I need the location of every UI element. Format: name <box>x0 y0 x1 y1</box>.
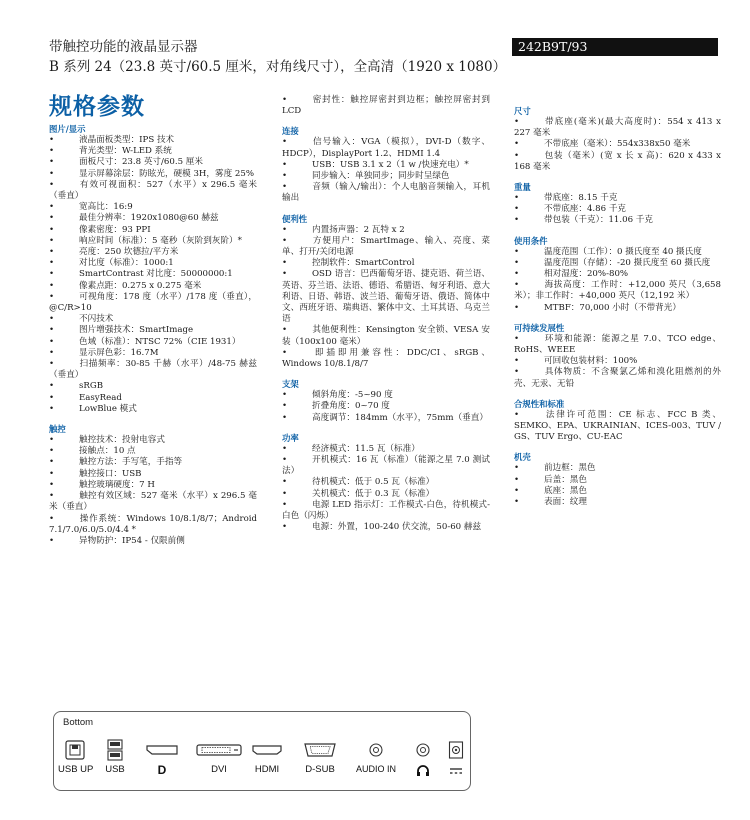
spec-item-text: 音频（输入/输出）：个人电脑音频输入，耳机输出 <box>282 182 490 204</box>
spec-item <box>49 337 257 348</box>
bullet-icon: • <box>282 499 288 510</box>
spec-item <box>49 314 257 325</box>
spec-item <box>282 258 490 269</box>
port-usb <box>98 739 132 787</box>
bullet-icon: • <box>514 356 520 367</box>
spec-item-text: USB：USB 3.1 x 2（1 w /快速充电）* <box>312 159 469 170</box>
spec-item-text: 折叠角度：0~70 度 <box>312 401 390 412</box>
spec-item-text: 开机模式：16 瓦（标准）（能源之星 7.0 测试法） <box>282 455 490 477</box>
spec-item <box>49 514 257 536</box>
port-usb-up <box>58 739 92 787</box>
bullet-icon: • <box>49 446 55 457</box>
bullet-icon: • <box>49 392 55 403</box>
spec-item-text: 信号输入：VGA（模拟），DVI-D（数字、HDCP），DisplayPort 1.2、HDMI 1.4 <box>282 137 490 159</box>
spec-item-text: 有效可视面积：527（水平）x 296.5 毫米（垂直） <box>49 179 257 202</box>
spec-item <box>514 151 721 173</box>
spec-list <box>282 225 490 371</box>
bullet-icon: • <box>49 157 55 168</box>
headphone-icon <box>416 765 430 777</box>
spec-item <box>282 413 490 424</box>
section-title: 连接 <box>282 126 299 137</box>
bullet-icon: • <box>514 497 520 508</box>
spec-section <box>282 95 490 117</box>
spec-item <box>49 258 257 269</box>
model-number: 242B9T/93 <box>518 39 588 54</box>
usb-icon <box>104 739 126 761</box>
spec-item-text: 触控有效区域：527 毫米（水平）x 296.5 毫米（垂直） <box>49 491 257 513</box>
bullet-icon: • <box>282 182 288 193</box>
spec-list <box>514 247 721 314</box>
spec-item <box>49 269 257 280</box>
spec-item <box>282 500 490 522</box>
port-label-dsub: D-SUB <box>305 764 335 775</box>
spec-section <box>514 452 721 508</box>
spec-item <box>49 348 257 359</box>
spec-list <box>514 463 721 508</box>
spec-section <box>514 106 721 173</box>
bullet-icon: • <box>282 443 288 454</box>
bullet-icon: • <box>514 246 520 257</box>
bullet-icon: • <box>49 168 55 179</box>
spec-item-text: 图片增强技术：SmartImage <box>79 325 194 336</box>
spec-item <box>49 213 257 224</box>
spec-section <box>514 182 721 227</box>
bullet-icon: • <box>49 468 55 479</box>
spec-item <box>282 390 490 401</box>
bullet-icon: • <box>514 474 520 485</box>
port-label-usb: USB <box>105 764 125 775</box>
section-title: 重量 <box>514 182 531 193</box>
bullet-icon: • <box>49 280 55 291</box>
bullet-icon: • <box>282 325 288 336</box>
bullet-icon: • <box>49 479 55 490</box>
usb-up-icon <box>64 739 86 761</box>
spec-item-text: 显示屏色彩：16.7M <box>79 347 159 358</box>
spec-item <box>514 193 721 204</box>
section-title: 合规性和标准 <box>514 398 565 409</box>
port-dsub <box>292 739 348 787</box>
bullet-icon: • <box>282 224 288 235</box>
bullet-icon: • <box>49 513 55 524</box>
spec-item-text: 对比度（标准）：1000:1 <box>79 258 174 269</box>
spec-item <box>49 404 257 415</box>
bullet-icon: • <box>49 291 55 302</box>
bullet-icon: • <box>282 269 288 280</box>
spec-item <box>514 258 721 269</box>
spec-item-text: 操作系统：Windows 10/8.1/8/7；Android 7.1/7.0/6.0/5.0/4.4 * <box>49 513 257 535</box>
bullet-icon: • <box>49 381 55 392</box>
port-audio-in <box>354 739 398 787</box>
bullet-icon: • <box>49 235 55 246</box>
spec-item <box>49 292 257 314</box>
bullet-icon: • <box>49 325 55 336</box>
spec-item <box>282 236 490 258</box>
spec-item-text: SmartContrast 对比度：50000000:1 <box>79 269 233 280</box>
spec-item <box>49 135 257 146</box>
spec-item <box>49 491 257 513</box>
spec-item-text: 最佳分辨率：1920x1080@60 赫兹 <box>79 213 219 224</box>
bullet-icon: • <box>282 522 288 533</box>
spec-item-text: 控制软件：SmartControl <box>312 258 415 269</box>
spec-item <box>514 204 721 215</box>
bullet-icon: • <box>49 247 55 258</box>
bullet-icon: • <box>514 215 520 226</box>
spec-item-text: 相对湿度：20%-80% <box>544 269 629 280</box>
port-label-displayport: D <box>157 763 167 777</box>
spec-item-text: 前边框：黑色 <box>544 463 596 474</box>
spec-item-text: 触控玻璃硬度：7 H <box>79 479 155 490</box>
spec-item <box>49 169 257 180</box>
spec-item <box>282 95 490 117</box>
bullet-icon: • <box>49 258 55 269</box>
spec-item <box>282 160 490 171</box>
spec-list <box>514 334 721 390</box>
spec-item <box>49 359 257 381</box>
bullet-icon: • <box>49 359 55 370</box>
spec-item <box>282 269 490 325</box>
spec-item <box>514 117 721 139</box>
spec-item-text: 带底座(毫米)(最大高度时)：554 x 413 x 227 毫米 <box>514 117 721 139</box>
spec-item <box>49 435 257 446</box>
spec-item <box>282 325 490 347</box>
spec-item <box>49 536 257 547</box>
spec-item <box>49 469 257 480</box>
spec-item <box>49 247 257 258</box>
spec-item-text: 后盖：黑色 <box>544 474 587 485</box>
spec-item-text: 经济模式：11.5 瓦（标准） <box>312 443 420 454</box>
bullet-icon: • <box>49 179 55 190</box>
spec-list <box>49 135 257 415</box>
spec-item-text: 包装（毫米）(宽 x 长 x 高)：620 x 433 x 168 毫米 <box>514 150 721 172</box>
bullet-icon: • <box>282 235 288 246</box>
spec-item <box>282 137 490 159</box>
bullet-icon: • <box>49 202 55 213</box>
bullet-icon: • <box>49 336 55 347</box>
spec-item-text: 温度范围（存储）：-20 摄氏度至 60 摄氏度 <box>544 257 711 268</box>
section-title: 图片/显示 <box>49 124 86 134</box>
bullet-icon: • <box>514 409 520 420</box>
spec-item-text: 带包装（千克）：11.06 千克 <box>544 215 653 226</box>
spec-item-text: 表面：纹理 <box>544 497 587 508</box>
bullet-icon: • <box>49 269 55 280</box>
audio-in-icon <box>365 739 387 761</box>
spec-item <box>514 139 721 150</box>
section-title: 便利性 <box>282 213 308 224</box>
spec-heading: 规格参数 <box>49 93 145 120</box>
headphone-jack-icon <box>412 739 434 761</box>
spec-item <box>514 303 721 314</box>
spec-item-text: 其他便利性：Kensington 安全锁、VESA 安装（100x100 毫米） <box>282 325 490 347</box>
bullet-icon: • <box>49 213 55 224</box>
spec-item-text: 电源 LED 指示灯：工作模式-白色，待机模式-白色（闪烁） <box>282 499 490 522</box>
spec-item-text: 底座：黑色 <box>544 485 587 496</box>
spec-item-text: 液晶面板类型：IPS 技术 <box>79 135 175 145</box>
spec-item-text: 电源：外置，100-240 伏交流，50-60 赫兹 <box>312 522 482 533</box>
section-title: 功率 <box>282 432 299 443</box>
spec-item <box>49 480 257 491</box>
bullet-icon: • <box>514 150 520 161</box>
bullet-icon: • <box>282 258 288 269</box>
port-headphone <box>408 739 438 787</box>
port-dc-power <box>444 739 468 787</box>
spec-item <box>282 489 490 500</box>
spec-item <box>49 146 257 157</box>
bullet-icon: • <box>49 314 55 325</box>
port-label-hdmi: HDMI <box>254 764 280 775</box>
spec-item-text: 触控接口：USB <box>79 468 142 479</box>
spec-item-text: 海拔高度：工作时：+12,000 英尺（3,658 米）；非工作时：+40,000 英尺（12,192 米） <box>514 280 721 302</box>
bullet-icon: • <box>282 488 288 499</box>
spec-item-text: 宽高比：16:9 <box>79 202 133 213</box>
bullet-icon: • <box>49 435 55 446</box>
spec-item <box>282 401 490 412</box>
spec-list <box>282 95 490 117</box>
bullet-icon: • <box>49 135 55 145</box>
spec-item-text: 环境和能源：能源之星 7.0、TCO edge、RoHS、WEEE <box>514 333 721 356</box>
bullet-icon: • <box>282 159 288 170</box>
spec-section <box>282 379 490 424</box>
spec-section <box>49 424 257 547</box>
spec-list <box>514 193 721 227</box>
spec-item <box>514 247 721 258</box>
spec-item-text: 像素密度：93 PPI <box>79 224 151 235</box>
spec-item-text: 亮度：250 坎德拉/平方米 <box>79 247 179 258</box>
spec-item-text: 响应时间（标准）：5 毫秒（灰阶到灰阶）* <box>79 235 242 246</box>
spec-item-text: 不带底座：4.86 千克 <box>544 204 627 215</box>
spec-item <box>282 477 490 488</box>
bullet-icon: • <box>49 403 55 414</box>
spec-item <box>49 281 257 292</box>
spec-item <box>282 225 490 236</box>
dc-symbol-icon <box>449 767 463 775</box>
dsub-icon <box>302 739 338 761</box>
spec-item <box>514 475 721 486</box>
spec-item-text: 密封性：触控屏密封到边框；触控屏密封到 LCD <box>282 95 490 117</box>
spec-item-text: sRGB <box>79 381 104 392</box>
bullet-icon: • <box>514 302 520 313</box>
spec-column-1 <box>49 124 257 556</box>
bullet-icon: • <box>282 477 288 488</box>
bullet-icon: • <box>49 457 55 468</box>
port-dvi <box>192 739 246 787</box>
section-title: 机壳 <box>514 452 531 463</box>
spec-section <box>282 126 490 204</box>
spec-item-text: 像素点距：0.275 x 0.275 毫米 <box>79 280 202 291</box>
spec-item <box>282 348 490 370</box>
section-title: 可持续发展性 <box>514 322 565 333</box>
spec-section <box>282 214 490 371</box>
bullet-icon: • <box>514 367 520 378</box>
spec-item-text: MTBF：70,000 小时（不带背光） <box>544 302 681 313</box>
spec-item-text: 可视角度：178 度（水平）/178 度（垂直），@C/R>10 <box>49 291 257 314</box>
bullet-icon: • <box>282 455 288 466</box>
spec-item-text: 可回收包装材料：100% <box>544 356 638 367</box>
spec-item-text: 方便用户：SmartImage、输入、亮度、菜单、打开/关闭电源 <box>282 235 490 258</box>
ports-panel-label: Bottom <box>63 717 94 728</box>
spec-item-text: 具体物质：不含聚氯乙烯和溴化阻燃剂的外壳、无汞、无铅 <box>514 367 721 389</box>
displayport-icon <box>144 739 180 761</box>
spec-item-text: 带底座：8.15 千克 <box>544 193 618 204</box>
spec-column-2 <box>282 95 490 543</box>
spec-item <box>282 171 490 182</box>
spec-item <box>514 356 721 367</box>
spec-item <box>49 325 257 336</box>
spec-item-text: EasyRead <box>79 392 122 403</box>
bullet-icon: • <box>282 401 288 412</box>
section-title: 尺寸 <box>514 106 531 116</box>
port-label-dvi: DVI <box>211 764 227 775</box>
bullet-icon: • <box>514 117 520 127</box>
spec-item <box>514 486 721 497</box>
spec-item <box>514 215 721 226</box>
spec-item-text: 法律许可范围：CE 标志、FCC B 类、SEMKO、EPA、UKRAINIAN、ICES-003、TUV / GS、TUV Ergo、CU-EAC <box>514 409 721 443</box>
bullet-icon: • <box>282 171 288 182</box>
spec-item-text: 触控方法：手写笔，手指等 <box>79 457 183 468</box>
spec-item <box>49 180 257 202</box>
spec-item <box>282 182 490 204</box>
bullet-icon: • <box>282 390 288 401</box>
bullet-icon: • <box>49 224 55 235</box>
spec-item-text: 不带底座（毫米）：554x338x50 毫米 <box>544 139 691 150</box>
bullet-icon: • <box>514 204 520 215</box>
spec-item <box>49 393 257 404</box>
spec-list <box>282 390 490 424</box>
spec-item <box>514 269 721 280</box>
spec-item-text: 背光类型：W-LED 系统 <box>79 146 172 157</box>
spec-item <box>514 367 721 389</box>
spec-item <box>49 381 257 392</box>
spec-item <box>514 463 721 474</box>
spec-item <box>514 497 721 508</box>
spec-column-3 <box>514 106 721 517</box>
dvi-icon <box>194 739 244 761</box>
bullet-icon: • <box>514 139 520 150</box>
bullet-icon: • <box>49 146 55 157</box>
spec-item <box>49 446 257 457</box>
bullet-icon: • <box>514 193 520 204</box>
spec-item <box>514 280 721 302</box>
spec-item <box>282 522 490 533</box>
section-title: 支架 <box>282 379 299 390</box>
spec-item-text: 触控技术：投射电容式 <box>79 435 165 446</box>
spec-item-text: 接触点：10 点 <box>79 446 136 457</box>
bullet-icon: • <box>49 347 55 358</box>
section-title: 使用条件 <box>514 235 548 246</box>
spec-item-text: 温度范围（工作）：0 摄氏度至 40 摄氏度 <box>544 246 702 257</box>
spec-item-text: 同步输入：单独同步；同步时呈绿色 <box>312 171 450 182</box>
model-bar <box>512 38 718 56</box>
spec-item <box>49 225 257 236</box>
spec-item-text: 内置扬声器：2 瓦特 x 2 <box>312 224 405 235</box>
port-label-audio-in: AUDIO IN <box>356 764 397 774</box>
spec-item-text: 倾斜角度：-5~90 度 <box>312 390 393 401</box>
spec-item-text: 显示屏幕涂层：防眩光，硬模 3H，雾度 25% <box>79 168 255 179</box>
spec-section <box>49 124 257 415</box>
spec-list <box>514 410 721 444</box>
spec-item-text: 面板尺寸：23.8 英寸/60.5 厘米 <box>79 157 203 168</box>
spec-item <box>282 444 490 455</box>
page-subtitle: B 系列 24（23.8 英寸/60.5 厘米，对角线尺寸），全高清（1920 x 1080） <box>49 59 507 75</box>
page-title: 带触控功能的液晶显示器 <box>49 39 198 55</box>
spec-item-text: 扫描频率：30-85 千赫（水平）/48-75 赫兹（垂直） <box>49 359 257 381</box>
spec-list <box>282 137 490 204</box>
bullet-icon: • <box>514 257 520 268</box>
spec-item <box>514 334 721 356</box>
bullet-icon: • <box>282 412 288 423</box>
spec-item-text: 色域（标准）：NTSC 72%（CIE 1931） <box>79 336 241 347</box>
spec-item <box>49 202 257 213</box>
spec-list <box>49 435 257 547</box>
spec-item <box>49 236 257 247</box>
bullet-icon: • <box>514 485 520 496</box>
bullet-icon: • <box>514 280 520 291</box>
spec-list <box>282 444 490 534</box>
bullet-icon: • <box>282 95 288 105</box>
spec-item <box>514 410 721 444</box>
dc-power-icon <box>448 739 464 761</box>
spec-item-text: 待机模式：低于 0.5 瓦（标准） <box>312 477 435 488</box>
spec-item-text: 异物防护：IP54 - 仅限前侧 <box>79 535 185 546</box>
spec-item-text: 即插即用兼容性：DDC/CI、sRGB、Windows 10/8.1/8/7 <box>282 347 490 370</box>
spec-item-text: LowBlue 模式 <box>79 403 137 414</box>
spec-item <box>49 157 257 168</box>
port-label-usb-up: USB UP <box>58 764 94 775</box>
bullet-icon: • <box>282 137 288 148</box>
bullet-icon: • <box>282 347 288 358</box>
spec-section <box>514 323 721 390</box>
port-displayport <box>142 739 182 787</box>
spec-list <box>514 117 721 173</box>
hdmi-icon <box>251 739 283 761</box>
bullet-icon: • <box>514 269 520 280</box>
spec-item <box>49 457 257 468</box>
spec-section <box>282 433 490 534</box>
section-title: 触控 <box>49 424 66 435</box>
spec-item-text: 不闪技术 <box>79 314 114 325</box>
spec-item <box>282 455 490 477</box>
bullet-icon: • <box>514 333 520 344</box>
bullet-icon: • <box>49 491 55 502</box>
spec-item-text: 关机模式：低于 0.3 瓦（标准） <box>312 488 435 499</box>
ports-panel <box>53 711 471 791</box>
spec-section <box>514 399 721 444</box>
spec-item-text: OSD 语言：巴西葡萄牙语、捷克语、荷兰语、英语、芬兰语、法语、德语、希腊语、匈牙利语、意大利语、日语、韩语、波兰语、葡萄牙语、俄语、简体中文、西班牙语、瑞典语、繁体中文、土耳其语、乌克兰语 <box>282 269 490 325</box>
spec-item-text: 高度调节：184mm（水平），75mm（垂直） <box>312 412 488 423</box>
port-hdmi <box>250 739 284 787</box>
spec-section <box>514 236 721 314</box>
bullet-icon: • <box>49 535 55 546</box>
bullet-icon: • <box>514 463 520 474</box>
